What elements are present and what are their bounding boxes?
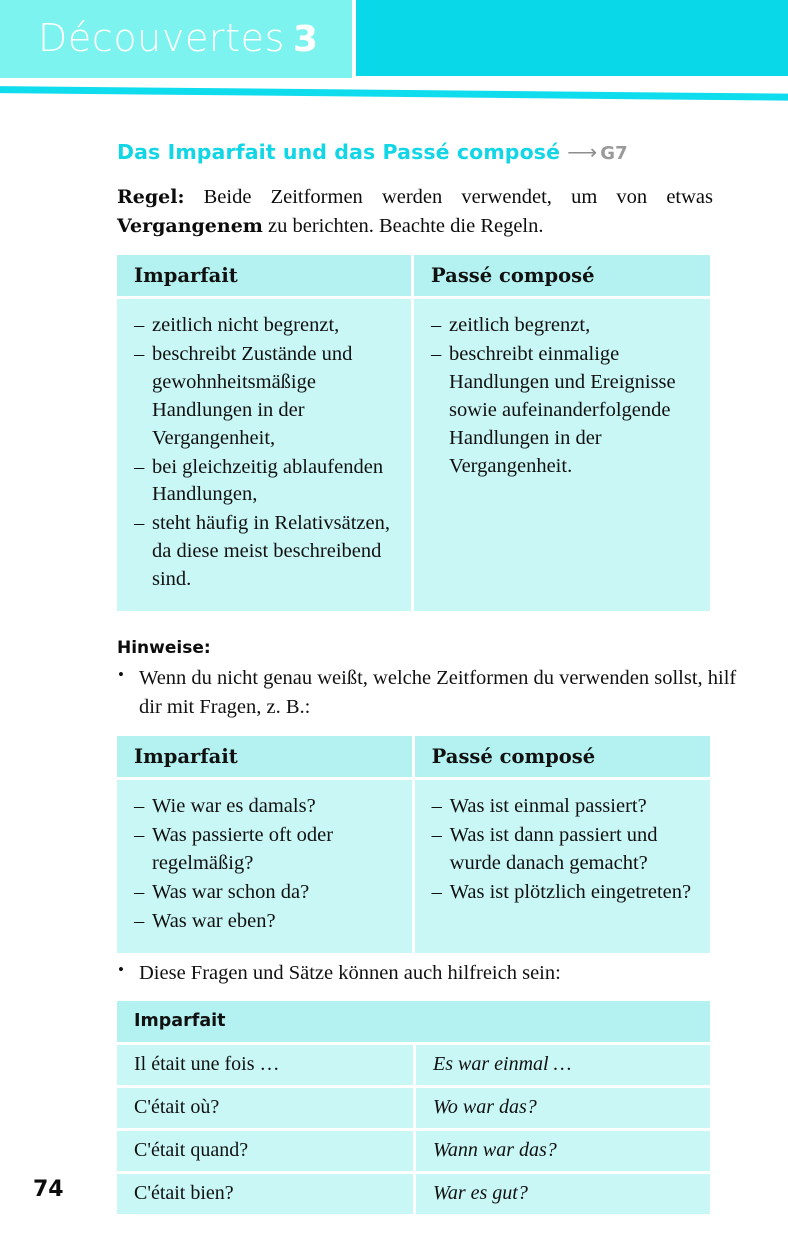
- rules-header-passe-compose: Passé composé: [414, 255, 710, 299]
- list-item-text: beschreibt einmalige Handlungen und Ereignisse sowie aufeinanderfolgende Handlungen in der Vergangenheit.: [449, 343, 676, 477]
- list-item-text: Was ist einmal passiert?: [449, 795, 647, 818]
- table-header-row: [117, 255, 710, 299]
- rule-text-part-2: zu berichten. Beachte die Regeln.: [262, 215, 544, 238]
- questions-passe-list: [432, 793, 700, 907]
- phrase-french: C'était où?: [117, 1088, 416, 1131]
- phrase-german: Es war einmal …: [416, 1045, 710, 1088]
- list-item: [432, 793, 700, 821]
- phrase-german: Wann war das?: [416, 1131, 710, 1174]
- series-title-text: Découvertes: [38, 16, 286, 60]
- rule-label: Regel:: [117, 186, 185, 208]
- series-title: [38, 16, 319, 60]
- list-item: [134, 822, 402, 878]
- table-header-row: [117, 1001, 710, 1045]
- list-item-text: Was ist plötzlich eingetreten?: [449, 880, 692, 903]
- questions-comparison-table: [117, 736, 710, 952]
- rule-text-part-1: Beide Zeitformen werden verwendet, um von etwas: [184, 186, 713, 208]
- list-item: [134, 341, 401, 453]
- section-heading: [117, 140, 788, 165]
- questions-cell-passe-compose: [415, 780, 710, 952]
- list-item-text: zeitlich begrenzt,: [449, 314, 591, 337]
- dash-bullet: –: [134, 512, 145, 535]
- rules-passe-list: [431, 312, 700, 480]
- table-row: [117, 780, 710, 952]
- phrases-header-imparfait: Imparfait: [117, 1001, 710, 1045]
- questions-header-imparfait: Imparfait: [117, 736, 415, 780]
- list-item-text: bei gleichzeitig ablaufenden Handlungen,: [152, 455, 384, 506]
- hinweise-heading: Hinweise:: [117, 637, 211, 658]
- phrase-french: C'était quand?: [117, 1131, 416, 1174]
- list-item: [134, 879, 402, 907]
- section-heading-text: Das Imparfait und das Passé composé: [117, 140, 561, 164]
- dash-bullet: –: [134, 909, 145, 932]
- dash-bullet: –: [134, 824, 145, 847]
- bullet-icon: •: [118, 664, 124, 684]
- list-item-text: beschreibt Zustände und gewohnheitsmäßige Handlungen in der Vergangenheit,: [152, 343, 353, 449]
- phrase-french: Il était une fois …: [117, 1045, 416, 1088]
- dash-bullet: –: [431, 824, 442, 847]
- table-header-row: [117, 736, 710, 780]
- questions-cell-imparfait: [117, 780, 415, 952]
- rule-emphasis: Vergangenem: [117, 215, 263, 238]
- phrase-french: C'était bien?: [117, 1174, 416, 1214]
- masthead: [0, 0, 788, 80]
- list-item: [134, 793, 402, 821]
- rules-cell-passe-compose: [414, 299, 710, 611]
- list-item: [134, 908, 402, 936]
- list-item: [134, 454, 401, 510]
- table-row: [117, 1174, 710, 1214]
- dash-bullet: –: [431, 343, 442, 366]
- hinweise-bullet-2-text: Diese Fragen und Sätze können auch hilfreich sein:: [139, 961, 561, 984]
- rules-header-imparfait: Imparfait: [117, 255, 414, 299]
- grammar-reference-link[interactable]: G7: [600, 143, 628, 164]
- list-item: [134, 510, 401, 594]
- dash-bullet: –: [431, 795, 442, 818]
- table-row: [117, 1045, 710, 1088]
- rules-imparfait-list: [134, 312, 401, 594]
- dash-bullet: –: [134, 343, 145, 366]
- dash-bullet: –: [431, 880, 442, 903]
- questions-imparfait-list: [134, 793, 402, 935]
- dash-bullet: –: [134, 880, 145, 903]
- list-item-text: Was war schon da?: [152, 880, 310, 903]
- list-item-text: Was war eben?: [152, 909, 276, 932]
- list-item-text: Was ist dann passiert und wurde danach gemacht?: [449, 824, 658, 874]
- questions-header-passe-compose: Passé composé: [415, 736, 710, 780]
- volume-number: 3: [293, 19, 319, 60]
- list-item-text: zeitlich nicht begrenzt,: [152, 314, 340, 337]
- phrase-german: Wo war das?: [416, 1088, 710, 1131]
- page-number: 74: [33, 1177, 64, 1202]
- rules-comparison-table: [117, 255, 710, 611]
- list-item-text: steht häufig in Relativsätzen, da diese meist beschreibend sind.: [152, 512, 390, 591]
- table-row: [117, 1088, 710, 1131]
- hinweise-bullet-2: [117, 959, 739, 988]
- dash-bullet: –: [431, 314, 442, 337]
- table-row: [117, 1131, 710, 1174]
- rule-paragraph: [117, 183, 713, 241]
- page-body: [0, 98, 788, 1214]
- rules-cell-imparfait: [117, 299, 414, 611]
- list-item-text: Wie war es damals?: [152, 795, 316, 818]
- list-item: [431, 312, 700, 340]
- arrow-right-icon: ⟶: [567, 140, 598, 164]
- table-row: [117, 299, 710, 611]
- list-item: [432, 879, 700, 907]
- masthead-band-right: [356, 0, 788, 76]
- list-item: [432, 822, 700, 878]
- dash-bullet: –: [134, 455, 145, 478]
- phrases-table: [117, 1001, 710, 1214]
- hinweise-bullet-1: [117, 664, 739, 722]
- dash-bullet: –: [134, 795, 145, 818]
- phrase-german: War es gut?: [416, 1174, 710, 1214]
- list-item-text: Was passierte oft oder regelmäßig?: [152, 824, 334, 874]
- list-item: [431, 341, 700, 480]
- bullet-icon: •: [118, 959, 124, 979]
- dash-bullet: –: [134, 314, 145, 337]
- list-item: [134, 312, 401, 340]
- hinweise-bullet-1-text: Wenn du nicht genau weißt, welche Zeitformen du verwenden sollst, hilf dir mit Fragen, z. B.:: [139, 666, 737, 719]
